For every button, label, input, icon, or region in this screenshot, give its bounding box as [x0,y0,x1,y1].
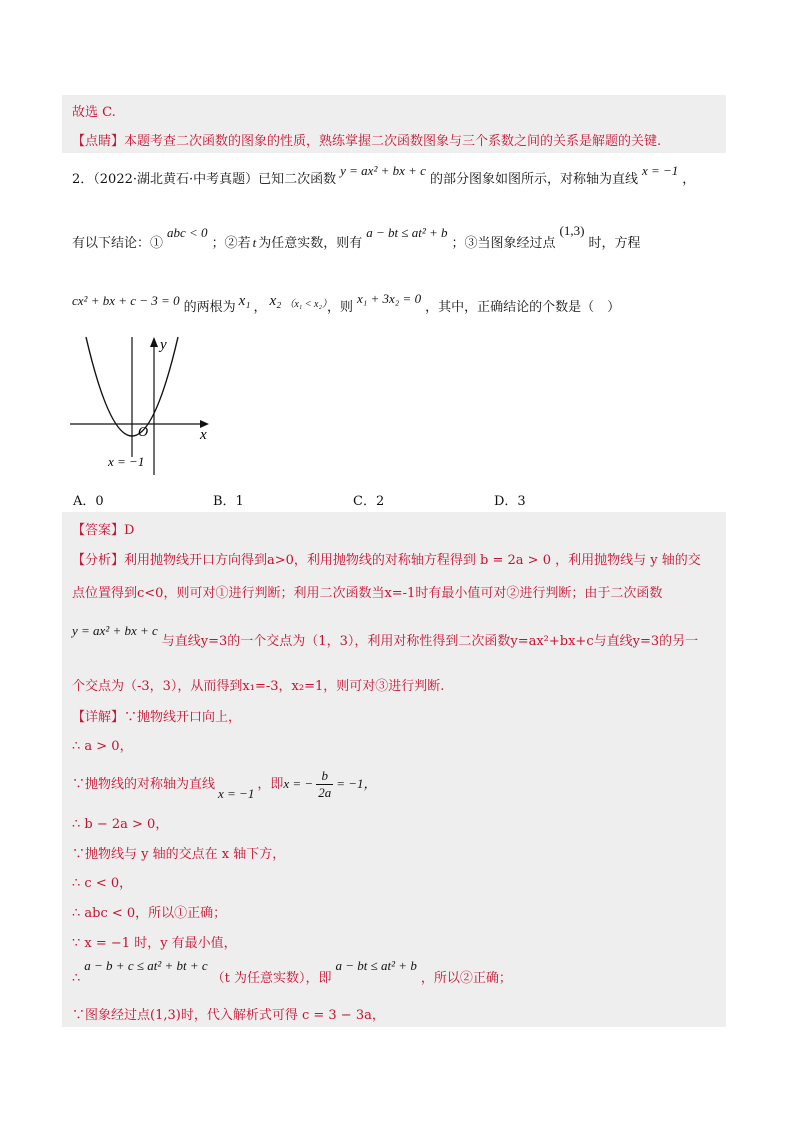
analysis-text: 与直线y=3的一个交点为（1，3），利用对称性得到二次函数y=ax²+bx+c与直线y=3的另一 [161,634,699,649]
question-line-1 [72,163,696,187]
question-text: ；②若 [211,236,251,251]
detail-line-6: ∴ c < 0， [72,876,133,891]
inequality-2: a − bt ≤ at² + b [335,958,417,973]
prev-conclusion: 故选 C. [72,105,116,120]
formula-right: = −1， [336,776,377,791]
option-b: B．1 [213,494,244,509]
parabola-figure [68,335,218,475]
axis-equation: x = −1 [218,786,255,801]
option-a: A．0 [73,494,104,509]
fraction-numerator: b [316,768,333,785]
detail-text: ∴ [72,971,81,986]
function-expression: y = ax² + bx + c [72,623,158,638]
conclusion-2: a − bt ≤ at² + b [366,225,448,240]
detail-line-1: 【详解】∵抛物线开口向上， [72,710,242,725]
inequality-1: a − b + c ≤ at² + bt + c [84,958,208,973]
detail-line-4: ∴ b − 2a > 0， [72,817,169,832]
formula-left: x = − [283,776,314,791]
question-text: 为任意实数，则有 [258,236,363,251]
var-t: t [252,235,257,250]
question-text: ；③当图象经过点 [451,236,556,251]
conclusion-1: abc < 0 [167,225,208,240]
question-line-3 [72,291,621,316]
detail-line-5: ∵抛物线与 y 轴的交点在 x 轴下方， [72,847,286,862]
analysis-line-3 [72,623,699,649]
axis-equation: x = −1 [641,163,679,178]
analysis-line-4: 个交点为（-3，3），从而得到x₁=-3，x₂=1，则可对③进行判断. [72,679,445,694]
root-x2: x₂ [269,293,282,309]
question-text: 有以下结论：① [72,236,164,251]
prev-comment: 【点睛】本题考查二次函数的图象的性质，熟练掌握二次函数图象与三个系数之间的关系是解题的关键. [72,134,662,149]
detail-text: （t 为任意实数），即 [211,971,332,986]
option-c: C．2 [353,494,385,509]
x-axis-label: x [200,427,207,443]
y-axis-arrow [150,337,158,347]
question-text: ，其中，正确结论的个数是（ ） [425,300,621,315]
punct: ， [253,300,267,315]
origin-label: O [138,425,149,440]
detail-line-3 [72,768,376,801]
fraction-denominator: 2a [318,785,332,800]
detail-text: ，所以②正确； [420,971,512,986]
fraction-b-over-2a [316,768,333,801]
y-axis-label: y [160,337,167,353]
detail-line-10: ∵图象经过点(1,3)时，代入解析式可得 c = 3 − 3a， [72,1008,385,1023]
analysis-line-2: 点位置得到c<0，则可对①进行判断；利用二次函数当x=-1时有最小值可对②进行判断；由于二次函数 [72,586,663,601]
roots-relation: x₁ + 3x₂ = 0 [356,291,422,306]
prev-solution-block [62,95,726,153]
root-condition: （x₁ < x₂） [284,299,327,310]
detail-line-9 [72,958,512,986]
analysis-line-1: 【分析】利用抛物线开口方向得到a>0，利用抛物线的对称轴方程得到 b = 2a > 0 ，利用抛物线与 y 轴的交 [72,553,701,568]
detail-text: ，即 [257,777,284,792]
option-d: D．3 [494,494,526,509]
equation: cx² + bx + c − 3 = 0 [72,293,180,308]
punct: ， [682,172,696,187]
question-text: 的部分图象如图所示，对称轴为直线 [429,172,638,187]
answer: 【答案】D [72,523,135,538]
detail-text: ∵抛物线的对称轴为直线 [72,777,216,792]
question-text: 的两根为 [183,300,236,315]
point-1-3: (1,3) [559,223,585,238]
question-number: 2． [72,172,94,187]
question-text: 时，方程 [588,236,641,251]
solution-block [62,512,726,1027]
detail-line-8: ∵ x = −1 时，y 有最小值， [72,936,237,951]
function-expression: y = ax² + bx + c [340,163,426,178]
question-source: （2022·湖北黄石·中考真题）已知二次函数 [93,172,337,187]
detail-line-7: ∴ abc < 0，所以①正确； [72,906,227,921]
question-text: ，则 [326,300,353,315]
question-line-2 [72,223,641,251]
root-x1: x₁ [238,293,251,309]
symmetry-axis-label: x = −1 [108,454,145,469]
detail-line-2: ∴ a > 0， [72,739,133,754]
